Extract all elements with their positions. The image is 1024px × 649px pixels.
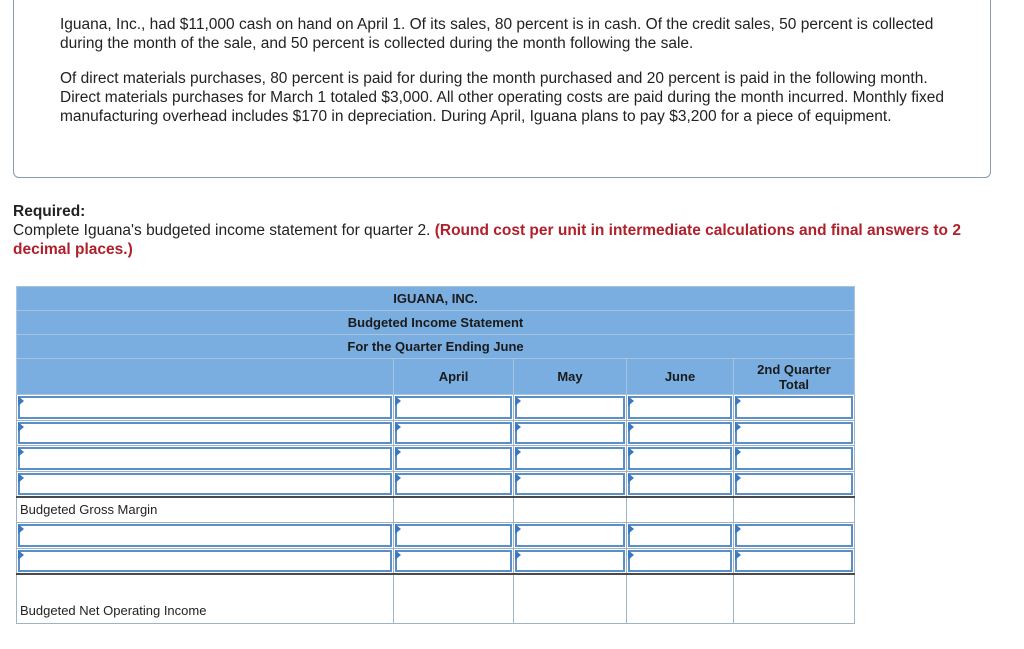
input-row	[17, 395, 855, 421]
may-input[interactable]	[515, 524, 625, 547]
gross-margin-label: Budgeted Gross Margin	[17, 497, 394, 523]
june-input[interactable]	[628, 447, 732, 470]
net-operating-income-row	[17, 574, 855, 624]
april-gross-margin	[394, 497, 514, 523]
may-input[interactable]	[515, 473, 625, 495]
april-input[interactable]	[395, 422, 512, 445]
column-header-june: June	[627, 359, 734, 395]
label-column-header	[17, 359, 394, 395]
april-input[interactable]	[395, 524, 512, 547]
problem-paragraph-1: Iguana, Inc., had $11,000 cash on hand on April 1. Of its sales, 80 percent is in cash. Of the credit sales, 50 percent is collected during the month of the sale, and 50 percent is collected during the month following the sale.	[60, 16, 934, 52]
column-header-april: April	[394, 359, 514, 395]
label-dropdown[interactable]	[18, 473, 392, 495]
rounding-instruction: (Round cost per unit in intermediate calculations and final answers to 2 decimal places.)	[13, 222, 961, 258]
problem-statement	[13, 0, 991, 178]
problem-paragraph-2: Of direct materials purchases, 80 percent is paid for during the month purchased and 20 percent is paid in the following month. Direct materials purchases for March 1 totaled $3,000. All other operating costs are paid during the month incurred. Monthly fixed manufacturing overhead includes $170 in depreciation. During April, Iguana plans to pay $3,200 for a piece of equipment.	[60, 70, 944, 125]
statement-period: For the Quarter Ending June	[17, 335, 855, 359]
company-name: IGUANA, INC.	[17, 287, 855, 311]
required-instructions: Complete Iguana's budgeted income statement for quarter 2.	[13, 222, 435, 239]
input-row	[17, 523, 855, 549]
input-row	[17, 548, 855, 574]
required-heading: Required:	[13, 203, 86, 220]
input-row	[17, 446, 855, 472]
june-input[interactable]	[628, 550, 732, 572]
input-row	[17, 420, 855, 446]
column-header-may: May	[514, 359, 627, 395]
june-input[interactable]	[628, 473, 732, 495]
quarter-total-line1: 2nd Quarter	[757, 361, 831, 377]
total-input[interactable]	[735, 550, 853, 572]
column-header-quarter-total	[734, 359, 855, 395]
april-net-income	[394, 574, 514, 624]
may-input[interactable]	[515, 550, 625, 572]
total-input[interactable]	[735, 473, 853, 495]
net-operating-income-label: Budgeted Net Operating Income	[17, 574, 394, 624]
may-input[interactable]	[515, 447, 625, 470]
label-dropdown[interactable]	[18, 396, 392, 419]
total-net-income	[734, 574, 855, 624]
june-input[interactable]	[628, 422, 732, 445]
june-net-income	[627, 574, 734, 624]
april-input[interactable]	[395, 447, 512, 470]
may-net-income	[514, 574, 627, 624]
may-input[interactable]	[515, 396, 625, 419]
june-gross-margin	[627, 497, 734, 523]
may-input[interactable]	[515, 422, 625, 445]
label-dropdown[interactable]	[18, 422, 392, 445]
required-section	[13, 202, 1013, 259]
may-gross-margin	[514, 497, 627, 523]
total-input[interactable]	[735, 422, 853, 445]
required-text	[13, 221, 1013, 259]
input-row	[17, 471, 855, 497]
statement-title: Budgeted Income Statement	[17, 311, 855, 335]
april-input[interactable]	[395, 473, 512, 495]
label-dropdown[interactable]	[18, 524, 392, 547]
label-dropdown[interactable]	[18, 550, 392, 572]
june-input[interactable]	[628, 524, 732, 547]
label-dropdown[interactable]	[18, 447, 392, 470]
quarter-total-line2: Total	[778, 376, 810, 392]
gross-margin-row	[17, 497, 855, 523]
total-input[interactable]	[735, 396, 853, 419]
total-input[interactable]	[735, 447, 853, 470]
april-input[interactable]	[395, 550, 512, 572]
total-gross-margin	[734, 497, 855, 523]
total-input[interactable]	[735, 524, 853, 547]
june-input[interactable]	[628, 396, 732, 419]
budgeted-income-statement-table	[16, 286, 855, 624]
april-input[interactable]	[395, 396, 512, 419]
